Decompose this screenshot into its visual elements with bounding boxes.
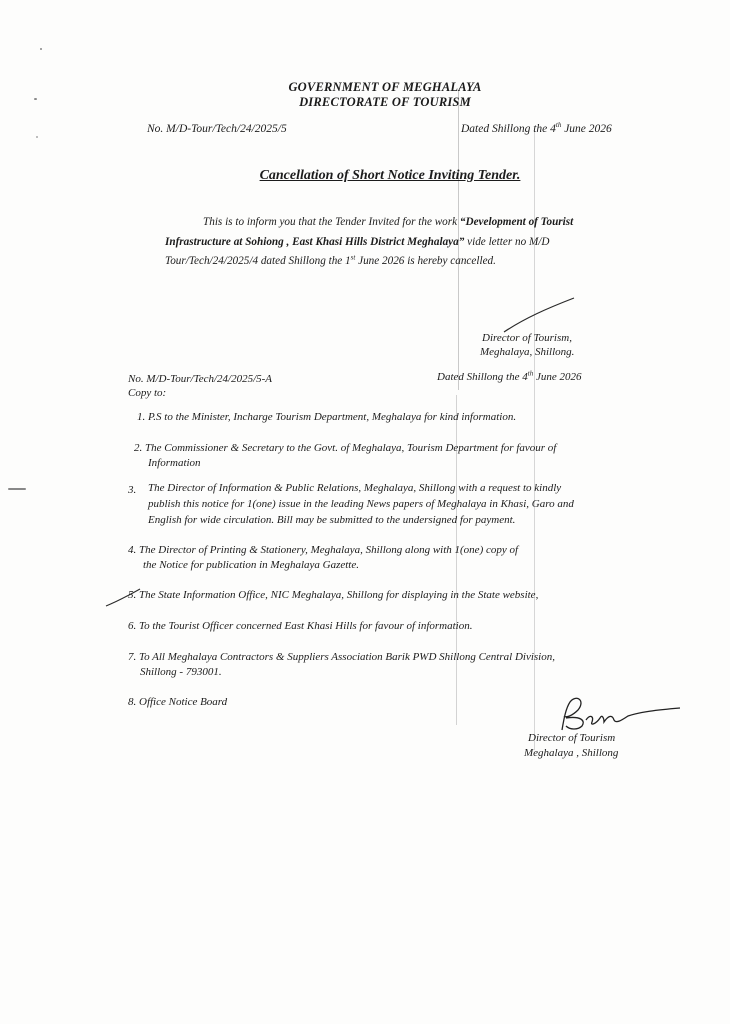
signatory-title: Director of Tourism, [482,332,572,344]
body-text: vide letter no M/D [464,236,550,248]
copy-item-continued: Shillong - 793001. [140,666,222,678]
copy-item-continued: the Notice for publication in Meghalaya Gazette. [143,559,359,571]
body-text: This is to inform you that the Tender Invited for the work [203,216,460,228]
scan-speck [8,488,26,490]
body-text: June 2026 is hereby cancelled. [355,255,496,267]
work-name: “Development of Tourist [459,216,574,228]
copy-item-number: 3. [128,484,137,496]
signatory-location: Meghalaya, Shillong. [480,346,575,358]
signature-stroke [500,296,580,336]
copy-item: 4. The Director of Printing & Stationery, Meghalaya, Shillong along with 1(one) copy of [128,544,519,556]
date-text: Dated Shillong the 4 [437,371,528,383]
signature [556,696,686,736]
copy-reference-number: No. M/D-Tour/Tech/24/2025/5-A [128,373,273,385]
signatory-title: Director of Tourism [528,732,616,744]
date-text: June 2026 [561,123,612,135]
copy-item-continued: English for wide circulation. Bill may be submitted to the undersigned for payment. [148,514,516,526]
reference-number: No. M/D-Tour/Tech/24/2025/5 [147,123,287,135]
copy-item: 6. To the Tourist Officer concerned East Khasi Hills for favour of information. [128,620,473,632]
directorate-heading: DIRECTORATE OF TOURISM [299,95,471,109]
date-sup: st [350,253,356,262]
copy-item: 5. The State Information Office, NIC Meghalaya, Shillong for displaying in the State website, [128,589,539,601]
signatory-location: Meghalaya , Shillong [524,747,619,759]
date-sup: th [527,369,534,378]
body-text: Tour/Tech/24/2025/4 dated Shillong the 1 [165,255,351,267]
date-sup: th [555,121,562,130]
copy-item-continued: Information [148,457,201,469]
copy-reference-date [437,371,581,383]
work-name: Infrastructure at Sohiong , East Khasi Hills District Meghalaya” [165,236,465,248]
copy-item: 8. Office Notice Board [128,696,228,708]
body-line [203,216,573,228]
copy-item: 1. P.S to the Minister, Incharge Tourism Department, Meghalaya for kind information. [137,411,517,423]
copy-item: 7. To All Meghalaya Contractors & Suppliers Association Barik PWD Shillong Central Division, [128,651,555,663]
date-text: Dated Shillong the 4 [461,123,556,135]
reference-date [461,123,612,135]
scan-speck [40,48,42,50]
copy-item: The Director of Information & Public Relations, Meghalaya, Shillong with a request to kindly [148,482,562,494]
government-heading: GOVERNMENT OF MEGHALAYA [288,80,482,94]
notice-title: Cancellation of Short Notice Inviting Tender. [259,168,521,183]
body-line [165,255,496,267]
copy-item: 2. The Commissioner & Secretary to the Govt. of Meghalaya, Tourism Department for favour of [134,442,557,454]
scan-speck [36,136,38,138]
body-line [165,236,549,248]
copy-to-label: Copy to: [128,387,167,399]
copy-item-continued: publish this notice for 1(one) issue in the leading News papers of Meghalaya in Khasi, Garo and [148,498,574,510]
date-text: June 2026 [533,371,582,383]
